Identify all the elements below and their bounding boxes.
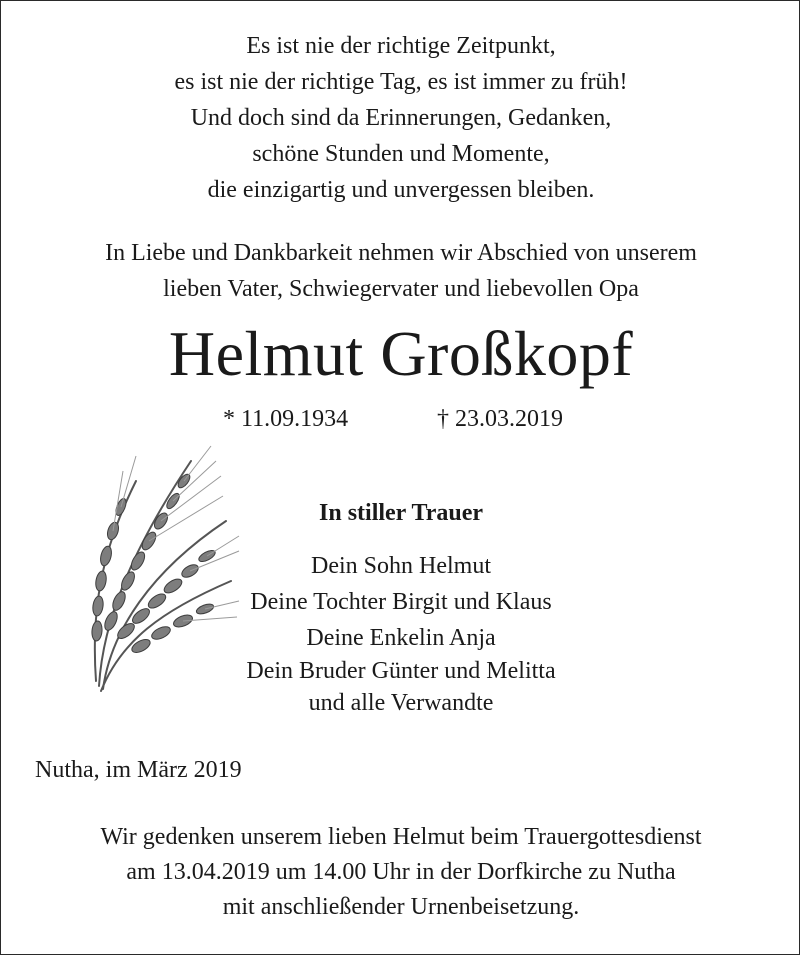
mourner-5: und alle Verwandte <box>308 690 494 716</box>
mourner-2: Deine Tochter Birgit und Klaus <box>250 589 552 615</box>
mourner-3: Deine Enkelin Anja <box>306 625 496 651</box>
poem-line-3: Und doch sind da Erinnerungen, Gedanken, <box>190 105 612 131</box>
service-line-3: mit anschließender Urnenbeisetzung. <box>222 894 580 920</box>
place-date: Nutha, im März 2019 <box>35 757 242 783</box>
mourners-heading: In stiller Trauer <box>319 500 483 526</box>
birth-date: * 11.09.1934 <box>223 406 349 432</box>
poem-line-5: die einzigartig und unvergessen bleiben. <box>207 177 595 203</box>
intro-line-2: lieben Vater, Schwiegervater und liebevollen Opa <box>163 276 639 302</box>
poem-line-1: Es ist nie der richtige Zeitpunkt, <box>246 33 556 59</box>
intro-line-1: In Liebe und Dankbarkeit nehmen wir Abschied von unserem <box>105 240 697 266</box>
death-date: † 23.03.2019 <box>437 406 563 432</box>
poem-line-2: es ist nie der richtige Tag, es ist immer zu früh! <box>174 69 628 95</box>
service-line-1: Wir gedenken unserem lieben Helmut beim Trauergottesdienst <box>100 824 702 850</box>
mourner-1: Dein Sohn Helmut <box>311 553 491 579</box>
mourner-4: Dein Bruder Günter und Melitta <box>246 658 556 684</box>
deceased-name: Helmut Großkopf <box>168 318 634 389</box>
service-line-2: am 13.04.2019 um 14.00 Uhr in der Dorfkirche zu Nutha <box>126 859 676 885</box>
poem-line-4: schöne Stunden und Momente, <box>252 141 550 167</box>
